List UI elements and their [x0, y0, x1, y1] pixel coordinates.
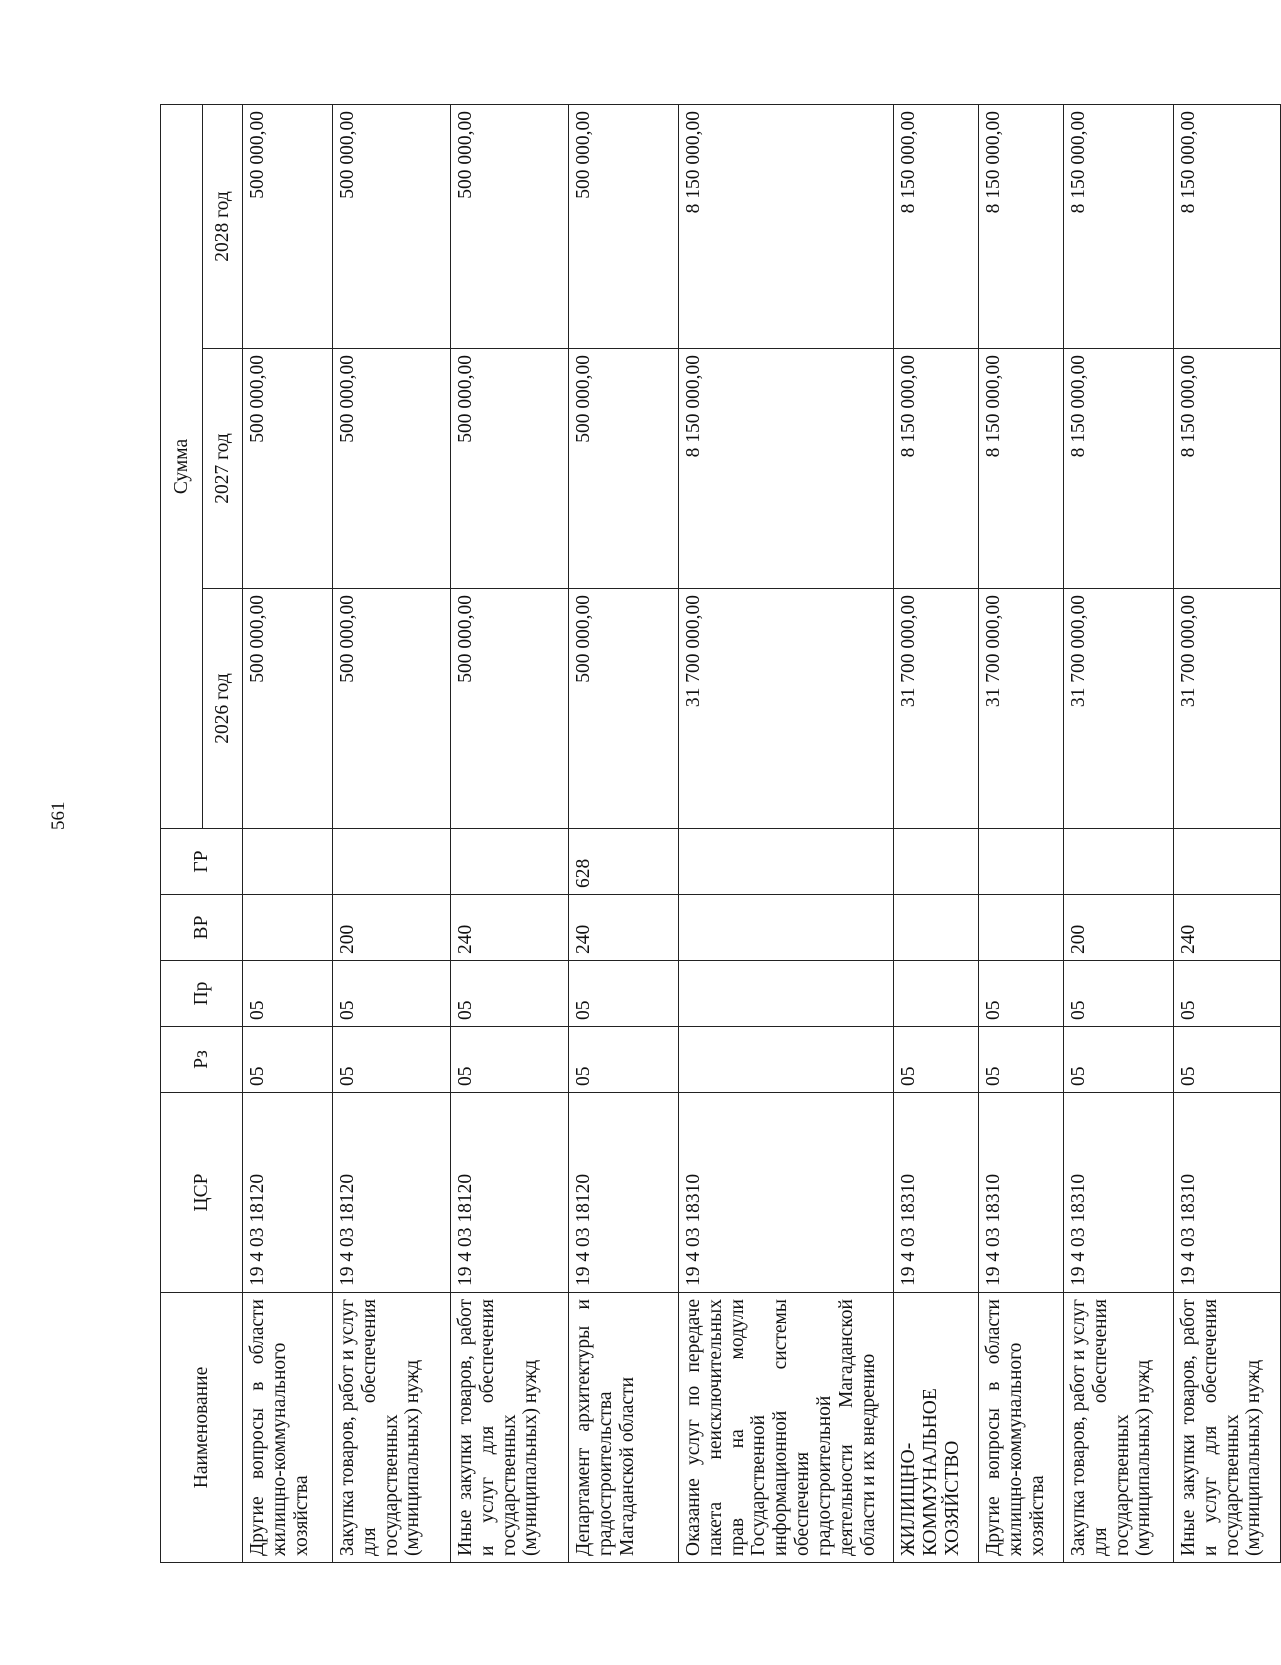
- cell-vr: [979, 895, 1064, 961]
- cell-vr: 240: [1174, 895, 1281, 961]
- header-gr: ГР: [161, 829, 243, 895]
- cell-name: ЖИЛИЩНО-КОММУНАЛЬНОЕ ХОЗЯЙСТВО: [894, 1293, 979, 1563]
- table-row: [979, 104, 1064, 1562]
- cell-csr: 19 4 03 18120: [243, 1093, 333, 1293]
- cell-csr: 19 4 03 18310: [679, 1093, 894, 1293]
- cell-rz: [679, 1027, 894, 1093]
- cell-csr: 19 4 03 18120: [333, 1093, 451, 1293]
- cell-y2028: 8 150 000,00: [979, 104, 1064, 348]
- cell-pr: 05: [569, 961, 679, 1027]
- cell-pr: 05: [451, 961, 569, 1027]
- header-2026: 2026 год: [203, 589, 243, 829]
- cell-name: Другие вопросы в области жилищно-коммунального хозяйства: [979, 1293, 1064, 1563]
- header-2027: 2027 год: [203, 349, 243, 589]
- cell-y2026: 31 700 000,00: [679, 589, 894, 829]
- cell-y2028: 8 150 000,00: [894, 104, 979, 348]
- cell-vr: [894, 895, 979, 961]
- cell-csr: 19 4 03 18120: [451, 1093, 569, 1293]
- cell-y2028: 8 150 000,00: [679, 104, 894, 348]
- cell-rz: 05: [979, 1027, 1064, 1093]
- cell-pr: [679, 961, 894, 1027]
- cell-y2026: 31 700 000,00: [979, 589, 1064, 829]
- cell-name: Закупка товаров, работ и услуг для обеспечения государственных (муниципальных) нужд: [1064, 1293, 1174, 1563]
- cell-y2027: 8 150 000,00: [894, 349, 979, 589]
- cell-y2027: 500 000,00: [243, 349, 333, 589]
- table-row: [569, 104, 679, 1562]
- cell-y2028: 500 000,00: [333, 104, 451, 348]
- cell-y2026: 31 700 000,00: [894, 589, 979, 829]
- cell-y2027: 8 150 000,00: [1174, 349, 1281, 589]
- cell-y2027: 500 000,00: [333, 349, 451, 589]
- cell-vr: [243, 895, 333, 961]
- header-vr: ВР: [161, 895, 243, 961]
- cell-vr: 240: [569, 895, 679, 961]
- cell-pr: 05: [243, 961, 333, 1027]
- cell-name: Закупка товаров, работ и услуг для обеспечения государственных (муниципальных) нужд: [333, 1293, 451, 1563]
- cell-vr: [679, 895, 894, 961]
- cell-y2028: 8 150 000,00: [1174, 104, 1281, 348]
- cell-y2028: 8 150 000,00: [1064, 104, 1174, 348]
- cell-vr: 200: [1064, 895, 1174, 961]
- cell-name: Другие вопросы в области жилищно-коммунального хозяйства: [243, 1293, 333, 1563]
- cell-name: Департамент архитектуры и градостроительства Магаданской области: [569, 1293, 679, 1563]
- table-row: [1064, 104, 1174, 1562]
- cell-gr: [679, 829, 894, 895]
- cell-y2028: 500 000,00: [451, 104, 569, 348]
- header-csr: ЦСР: [161, 1093, 243, 1293]
- cell-csr: 19 4 03 18310: [894, 1093, 979, 1293]
- cell-name: Оказание услуг по передаче пакета неисключительных прав на модули Государственной информационной системы обеспечения градостроительной деятельности Магаданской области и их внедрению: [679, 1293, 894, 1563]
- cell-gr: [333, 829, 451, 895]
- cell-y2026: 31 700 000,00: [1064, 589, 1174, 829]
- cell-y2027: 8 150 000,00: [979, 349, 1064, 589]
- page-number: 561: [48, 801, 69, 830]
- cell-rz: 05: [1064, 1027, 1174, 1093]
- table-row: [894, 104, 979, 1562]
- cell-y2027: 8 150 000,00: [679, 349, 894, 589]
- cell-y2028: 500 000,00: [569, 104, 679, 348]
- cell-csr: 19 4 03 18310: [1064, 1093, 1174, 1293]
- cell-y2026: 500 000,00: [451, 589, 569, 829]
- cell-rz: 05: [333, 1027, 451, 1093]
- table-row: [1174, 104, 1281, 1562]
- cell-y2026: 500 000,00: [243, 589, 333, 829]
- cell-csr: 19 4 03 18310: [1174, 1093, 1281, 1293]
- cell-rz: 05: [243, 1027, 333, 1093]
- table-row: [243, 104, 333, 1562]
- cell-csr: 19 4 03 18310: [979, 1093, 1064, 1293]
- cell-y2028: 500 000,00: [243, 104, 333, 348]
- table-row: [679, 104, 894, 1562]
- cell-gr: [1174, 829, 1281, 895]
- table-body: [243, 104, 1281, 1562]
- cell-gr: [894, 829, 979, 895]
- cell-gr: 628: [569, 829, 679, 895]
- table-row: [333, 104, 451, 1562]
- cell-y2027: 500 000,00: [451, 349, 569, 589]
- cell-y2026: 500 000,00: [333, 589, 451, 829]
- header-name: Наименование: [161, 1293, 243, 1563]
- budget-table: [160, 104, 1281, 1563]
- cell-rz: 05: [894, 1027, 979, 1093]
- header-sum: Сумма: [161, 104, 203, 828]
- cell-pr: 05: [1064, 961, 1174, 1027]
- cell-name: Иные закупки товаров, работ и услуг для обеспечения государственных (муниципальных) нужд: [1174, 1293, 1281, 1563]
- cell-pr: 05: [1174, 961, 1281, 1027]
- header-rz: Рз: [161, 1027, 243, 1093]
- cell-vr: 240: [451, 895, 569, 961]
- cell-y2026: 500 000,00: [569, 589, 679, 829]
- cell-pr: 05: [979, 961, 1064, 1027]
- cell-csr: 19 4 03 18120: [569, 1093, 679, 1293]
- header-pr: Пр: [161, 961, 243, 1027]
- cell-gr: [243, 829, 333, 895]
- cell-pr: 05: [333, 961, 451, 1027]
- cell-y2027: 8 150 000,00: [1064, 349, 1174, 589]
- table-row: [451, 104, 569, 1562]
- cell-y2027: 500 000,00: [569, 349, 679, 589]
- cell-name: Иные закупки товаров, работ и услуг для обеспечения государственных (муниципальных) нужд: [451, 1293, 569, 1563]
- header-row: [161, 104, 203, 1562]
- cell-rz: 05: [569, 1027, 679, 1093]
- cell-pr: [894, 961, 979, 1027]
- cell-rz: 05: [1174, 1027, 1281, 1093]
- cell-gr: [979, 829, 1064, 895]
- cell-vr: 200: [333, 895, 451, 961]
- rotated-table-sheet: [160, 105, 1265, 1563]
- cell-gr: [1064, 829, 1174, 895]
- cell-rz: 05: [451, 1027, 569, 1093]
- cell-gr: [451, 829, 569, 895]
- header-2028: 2028 год: [203, 104, 243, 348]
- cell-y2026: 31 700 000,00: [1174, 589, 1281, 829]
